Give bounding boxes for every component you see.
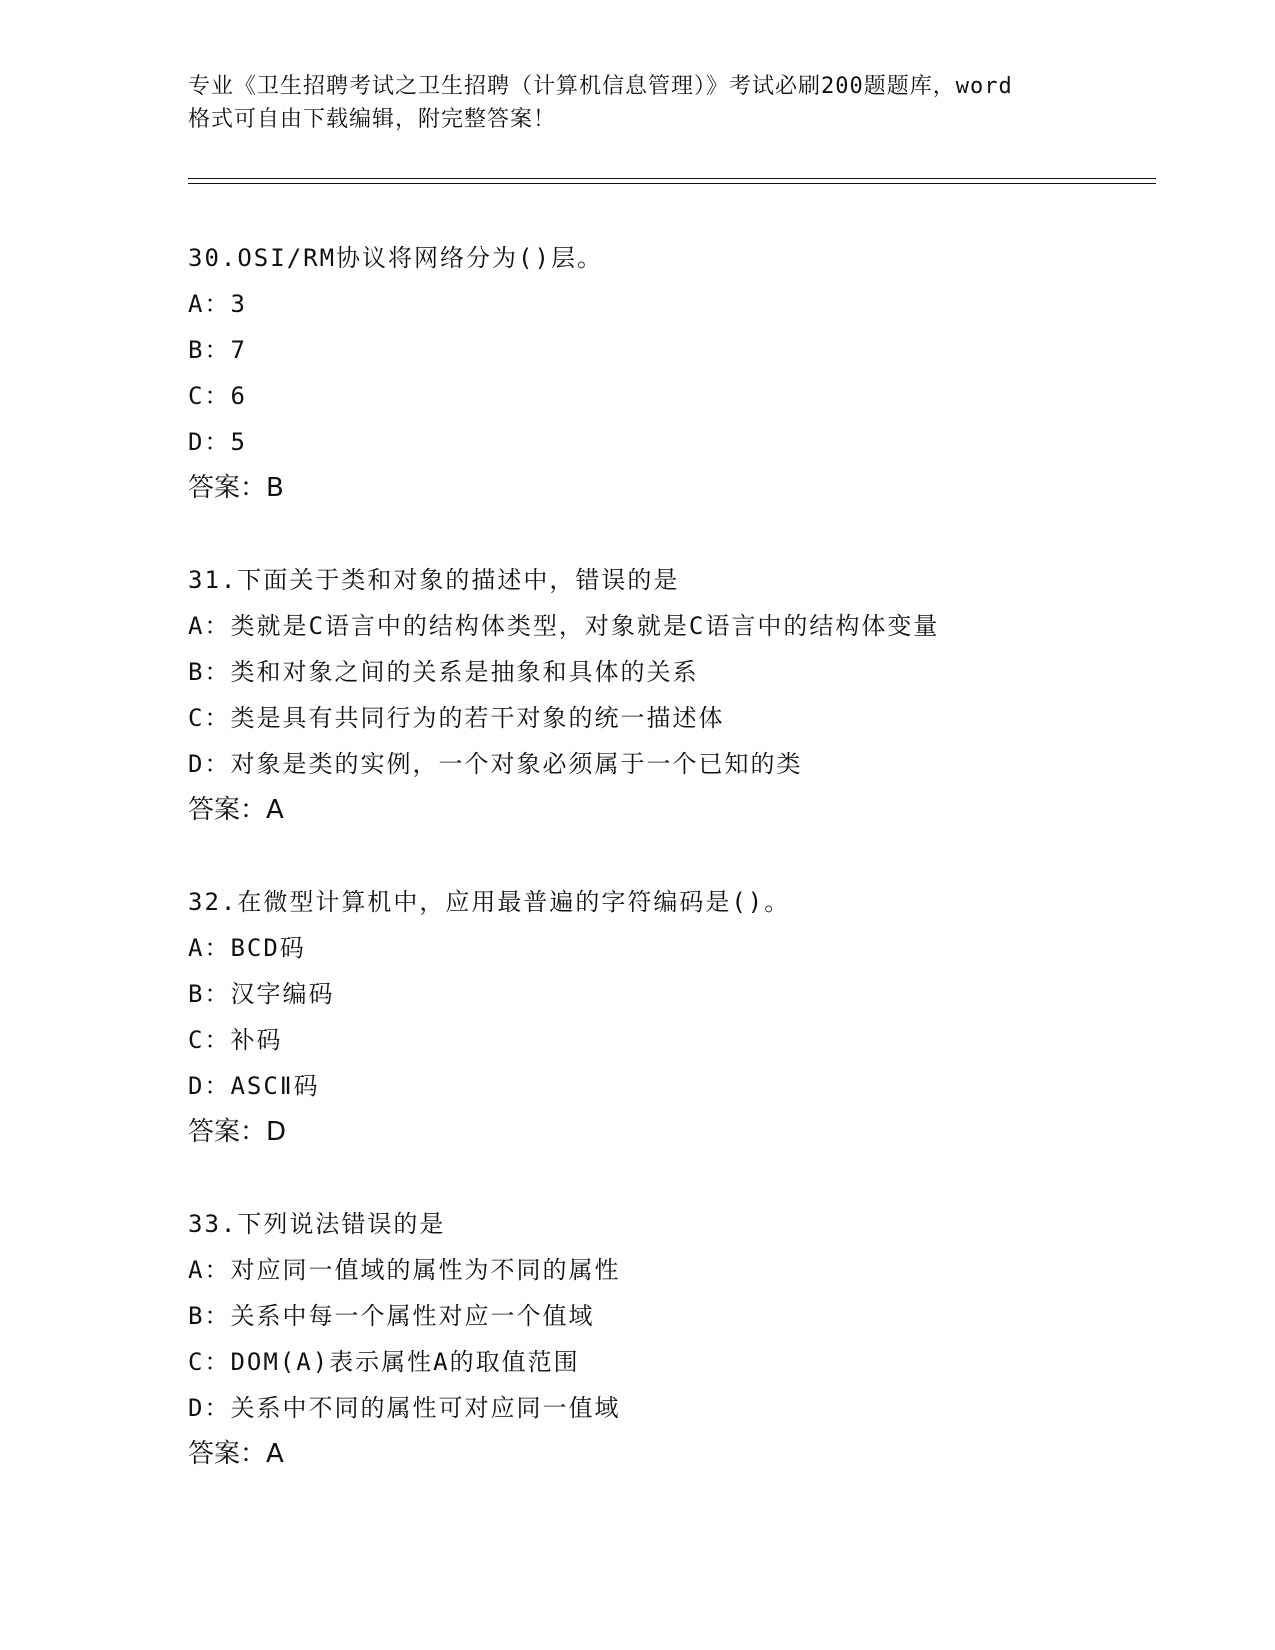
question-30	[188, 235, 1138, 511]
option-c: C：6	[188, 382, 247, 410]
option-c: C：DOM(A)表示属性A的取值范围	[188, 1348, 580, 1376]
option-b: B：7	[188, 336, 247, 364]
question-stem: 30.OSI/RM协议将网络分为()层。	[188, 244, 603, 272]
question-stem: 31.下面关于类和对象的描述中，错误的是	[188, 566, 680, 594]
header-line-2: 格式可自由下载编辑，附完整答案！	[188, 107, 557, 132]
option-b: B：汉字编码	[188, 980, 335, 1008]
answer-line: 答案：A	[188, 795, 284, 825]
option-a: A：BCD码	[188, 934, 306, 962]
option-d: D：对象是类的实例，一个对象必须属于一个已知的类	[188, 750, 803, 778]
question-32	[188, 879, 1138, 1155]
answer-line: 答案：D	[188, 1117, 287, 1147]
option-d: D：关系中不同的属性可对应同一值域	[188, 1394, 621, 1422]
option-d: D：5	[188, 428, 247, 456]
header-line-1: 专业《卫生招聘考试之卫生招聘（计算机信息管理）》考试必刷200题题库，word	[188, 74, 1013, 99]
answer-line: 答案：B	[188, 473, 284, 503]
document-header	[188, 70, 1088, 136]
option-a: A：3	[188, 290, 247, 318]
option-b: B：关系中每一个属性对应一个值域	[188, 1302, 595, 1330]
answer-line: 答案：A	[188, 1439, 284, 1469]
option-c: C：类是具有共同行为的若干对象的统一描述体	[188, 704, 725, 732]
question-stem: 32.在微型计算机中，应用最普遍的字符编码是()。	[188, 888, 791, 916]
question-stem: 33.下列说法错误的是	[188, 1210, 446, 1238]
option-c: C：补码	[188, 1026, 283, 1054]
header-divider-bottom	[188, 183, 1156, 184]
option-b: B：类和对象之间的关系是抽象和具体的关系	[188, 658, 699, 686]
option-a: A：对应同一值域的属性为不同的属性	[188, 1256, 621, 1284]
header-divider-top	[188, 178, 1156, 179]
question-33	[188, 1201, 1138, 1477]
option-d: D：ASCⅡ码	[188, 1072, 320, 1100]
option-a: A：类就是C语言中的结构体类型，对象就是C语言中的结构体变量	[188, 612, 940, 640]
question-31	[188, 557, 1138, 833]
